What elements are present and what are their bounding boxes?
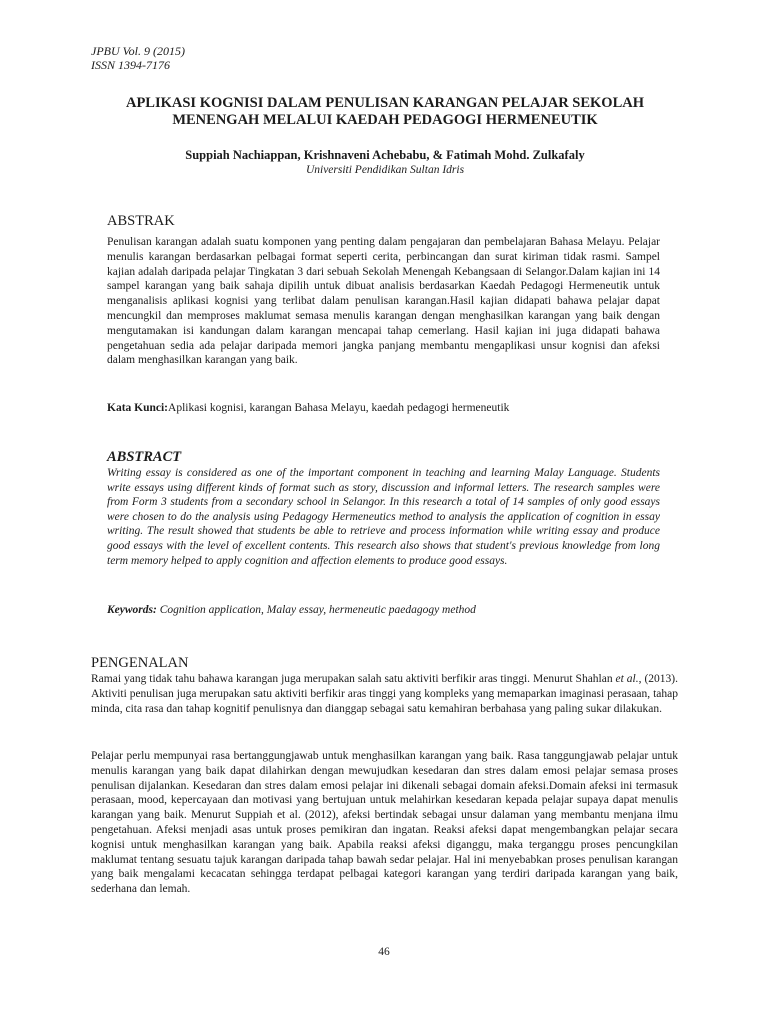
abstrak-keywords [107,401,509,415]
journal-issn: ISSN 1394-7176 [91,58,170,72]
title-line-1: APLIKASI KOGNISI DALAM PENULISAN KARANGAN PELAJAR SEKOLAH [125,95,645,111]
abstract-heading: ABSTRACT [107,449,182,465]
author-list: Suppiah Nachiappan, Krishnaveni Achebabu, & Fatimah Mohd. Zulkafaly [185,148,585,162]
abstrak-body: Penulisan karangan adalah suatu komponen yang penting dalam pengajaran dan pembelajaran Bahasa Melayu. Pelajar menulis karangan berdasarkan pelbagai format seperti cerita, perbincangan dan surat kiriman tidak rasmi. Sampel kajian adalah daripada pelajar Tingkatan 3 dari sebuah Sekolah Menengah Kebangsaan di Selangor.Dalam kajian ini 14 sampel karangan yang baik sahaja dipilih untuk dibuat analisis berdasarkan Kaedah Pedagogi Hermeneutik untuk menganalisis aplikasi kognisi yang terlibat dalam penulisan karangan.Hasil kajian didapati bahawa pelajar dapat mencungkil dan memproses maklumat semasa menulis karangan dengan menghasilkan karangan yang baik dengan mengutamakan isi kandungan dalam karangan mencapai tahap cemerlang. Hasil kajian ini juga didapati bahawa pengetahuan sedia ada pelajar daripada memori jangka panjang membantu mengaplikasi unsur kognisi dan afeksi dalam menghasilkan karangan yang baik. [107,236,660,367]
journal-volume: JPBU Vol. 9 (2015) [91,44,185,58]
paper-title [80,95,690,129]
title-line-2: MENENGAH MELALUI KAEDAH PEDAGOGI HERMENEUTIK [172,112,598,128]
intro-paragraph-2: Pelajar perlu mempunyai rasa bertanggungjawab untuk menghasilkan karangan yang baik. Rasa tanggungjawab pelajar untuk menulis karangan yang baik dapat dilahirkan dengan mewujudkan kesedaran dan stres dalam emosi pelajar semasa proses penulisan dijalankan. Kesedaran dan stres dalam emosi pelajar ini dikenali sebagai domain afeksi.Domain afeksi ini termasuk perasaan, mood, kepercayaan dan motivasi yang bertujuan untuk melahirkan kesedaran kepada pelajar supaya dapat menulis karangan yang baik. Menurut Suppiah et al. (2012), afeksi bertindak sebagai unsur dalaman yang membantu menjana ilmu pengetahuan. Afeksi menjadi asas untuk proses pemikiran dan ingatan. Reaksi afeksi dapat mengembangkan pelajar secara kognisi untuk menghasilkan karangan yang baik. Apabila reaksi afeksi diganggu, maka terganggu proses pencungkilan maklumat tentang sesuatu tajuk karangan daripada tahap bawah sedar pelajar. Hal ini menyebabkan proses penulisan karangan yang baik mengalami kecacatan sehingga terdapat pelbagai kategori karangan yang terdiri daripada karangan yang baik, sederhana dan lemah. [91,750,678,896]
keywords-text: Cognition application, Malay essay, hermeneutic paedagogy method [159,604,476,616]
page-number: 46 [378,946,390,958]
pengenalan-heading: PENGENALAN [91,655,189,671]
intro-p1-etal: et al. [615,673,639,685]
kata-kunci-label: Kata Kunci: [107,402,169,414]
author-affiliation: Universiti Pendidikan Sultan Idris [305,164,465,176]
intro-p1-part2: , (2013). Aktiviti penulisan juga merupakan satu aktiviti berfikir aras tinggi yang kompleks yang memaparkan imaginasi perasaan, tahap minda, cita rasa dan tahap kognitif penulisnya dan dianggap sebagai satu kemahiran berbahasa yang paling sukar dilakukan. [91,673,678,715]
abstract-keywords [107,603,476,617]
intro-paragraph-1 [91,672,678,716]
keywords-label: Keywords: [107,604,157,616]
journal-header [91,44,185,72]
abstrak-heading: ABSTRAK [107,213,175,229]
abstract-body: Writing essay is considered as one of the important component in teaching and learning Malay Language. Students write essays using different kinds of format such as story, discussion and informal letters. The research samples were from Form 3 students from a secondary school in Selangor. In this research a total of 14 samples of only good essays were chosen to do the analysis using Pedagogy Hermeneutics method to analysis the application of cognition in essay writing. The result showed that students be able to retrieve and process information while writing essay and produce good essays with the level of excellent contents. This research also shows that student's previous knowledge from long term memory helped to apply cognition and affection elements to produce good essays. [107,467,660,567]
intro-p1-part1: Ramai yang tidak tahu bahawa karangan juga merupakan salah satu aktiviti berfikir aras tinggi. Menurut Shahlan [91,673,616,685]
kata-kunci-text: Aplikasi kognisi, karangan Bahasa Melayu, kaedah pedagogi hermeneutik [168,402,510,414]
